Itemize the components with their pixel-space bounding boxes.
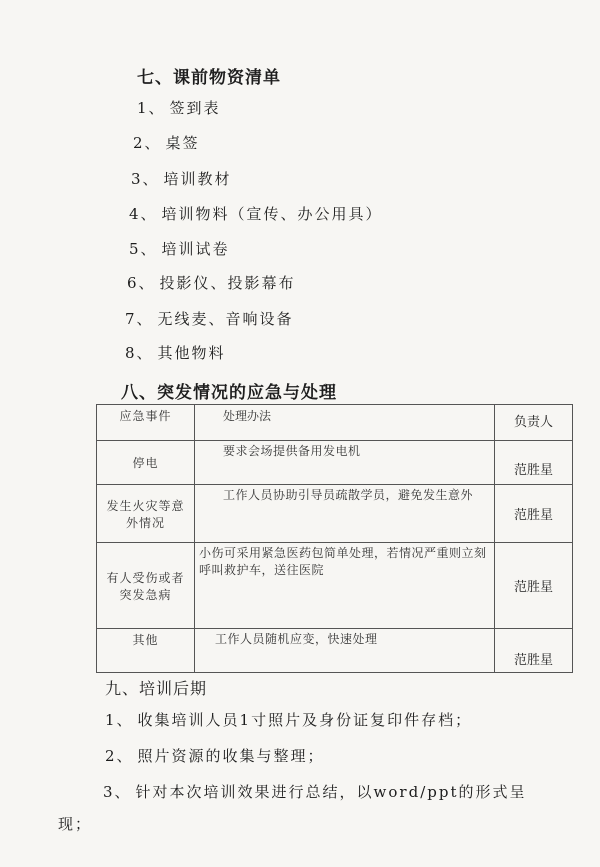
person-cell: 范胜星 xyxy=(495,485,573,543)
section7-title: 七、课前物资清单 xyxy=(137,68,281,88)
item-text: 培训试卷 xyxy=(161,240,230,258)
item-number: 2、 xyxy=(105,747,134,765)
measure-cell: 小伤可采用紧急医药包简单处理，若情况严重则立刻呼叫救护车，送往医院 xyxy=(195,543,495,629)
table-row xyxy=(97,485,573,543)
item-text: 无线麦、音响设备 xyxy=(157,310,294,328)
event-cell: 发生火灾等意外情况 xyxy=(97,485,195,543)
item-number: 2、 xyxy=(133,134,162,152)
measure-cell: 工作人员协助引导员疏散学员，避免发生意外 xyxy=(195,485,495,543)
item-text: 桌签 xyxy=(165,134,200,152)
emergency-table xyxy=(96,404,573,673)
list-item xyxy=(133,132,200,153)
section8-title: 八、突发情况的应急与处理 xyxy=(121,383,337,403)
event-cell: 有人受伤或者突发急病 xyxy=(97,543,195,629)
item-text: 针对本次培训效果进行总结，以word/ppt的形式呈 xyxy=(135,783,527,801)
list-item xyxy=(103,781,526,802)
item-text: 投影仪、投影幕布 xyxy=(159,274,296,292)
list-item xyxy=(131,168,232,189)
item-text: 签到表 xyxy=(169,99,221,117)
item-number: 3、 xyxy=(131,170,160,188)
item-text: 照片资源的收集与整理； xyxy=(137,747,325,765)
item-text: 收集培训人员1寸照片及身份证复印件存档； xyxy=(137,711,473,729)
continuation-text: 现； xyxy=(58,815,93,833)
item-number: 6、 xyxy=(127,274,156,292)
list-item xyxy=(105,745,325,766)
item-number: 8、 xyxy=(125,344,154,362)
section9-title: 九、培训后期 xyxy=(105,679,208,698)
table-header-row xyxy=(97,405,573,441)
list-item xyxy=(105,709,472,730)
item-number: 4、 xyxy=(129,205,158,223)
item-number: 1、 xyxy=(105,711,134,729)
event-cell: 停电 xyxy=(97,441,195,485)
table-row xyxy=(97,543,573,629)
table-row xyxy=(97,441,573,485)
list-item xyxy=(127,272,296,293)
item-number: 5、 xyxy=(129,240,158,258)
measure-cell: 要求会场提供备用发电机 xyxy=(195,441,495,485)
item-number: 7、 xyxy=(125,310,154,328)
item-text: 培训教材 xyxy=(163,170,232,188)
list-item xyxy=(137,97,221,118)
event-cell: 其他 xyxy=(97,629,195,673)
list-item xyxy=(129,203,383,224)
person-cell: 范胜星 xyxy=(495,629,573,673)
header-cell-person: 负责人 xyxy=(495,405,573,441)
item-text: 培训物料（宣传、办公用具） xyxy=(161,205,383,223)
person-cell: 范胜星 xyxy=(495,543,573,629)
list-item xyxy=(125,308,294,329)
header-cell-event: 应急事件 xyxy=(97,405,195,441)
item-number: 3、 xyxy=(103,783,132,801)
person-cell: 范胜星 xyxy=(495,441,573,485)
item-number: 1、 xyxy=(137,99,166,117)
item-text: 其他物料 xyxy=(157,344,226,362)
table-row xyxy=(97,629,573,673)
list-item xyxy=(129,238,230,259)
list-item xyxy=(125,342,226,363)
measure-cell: 工作人员随机应变，快速处理 xyxy=(195,629,495,673)
header-cell-measure: 处理办法 xyxy=(195,405,495,441)
